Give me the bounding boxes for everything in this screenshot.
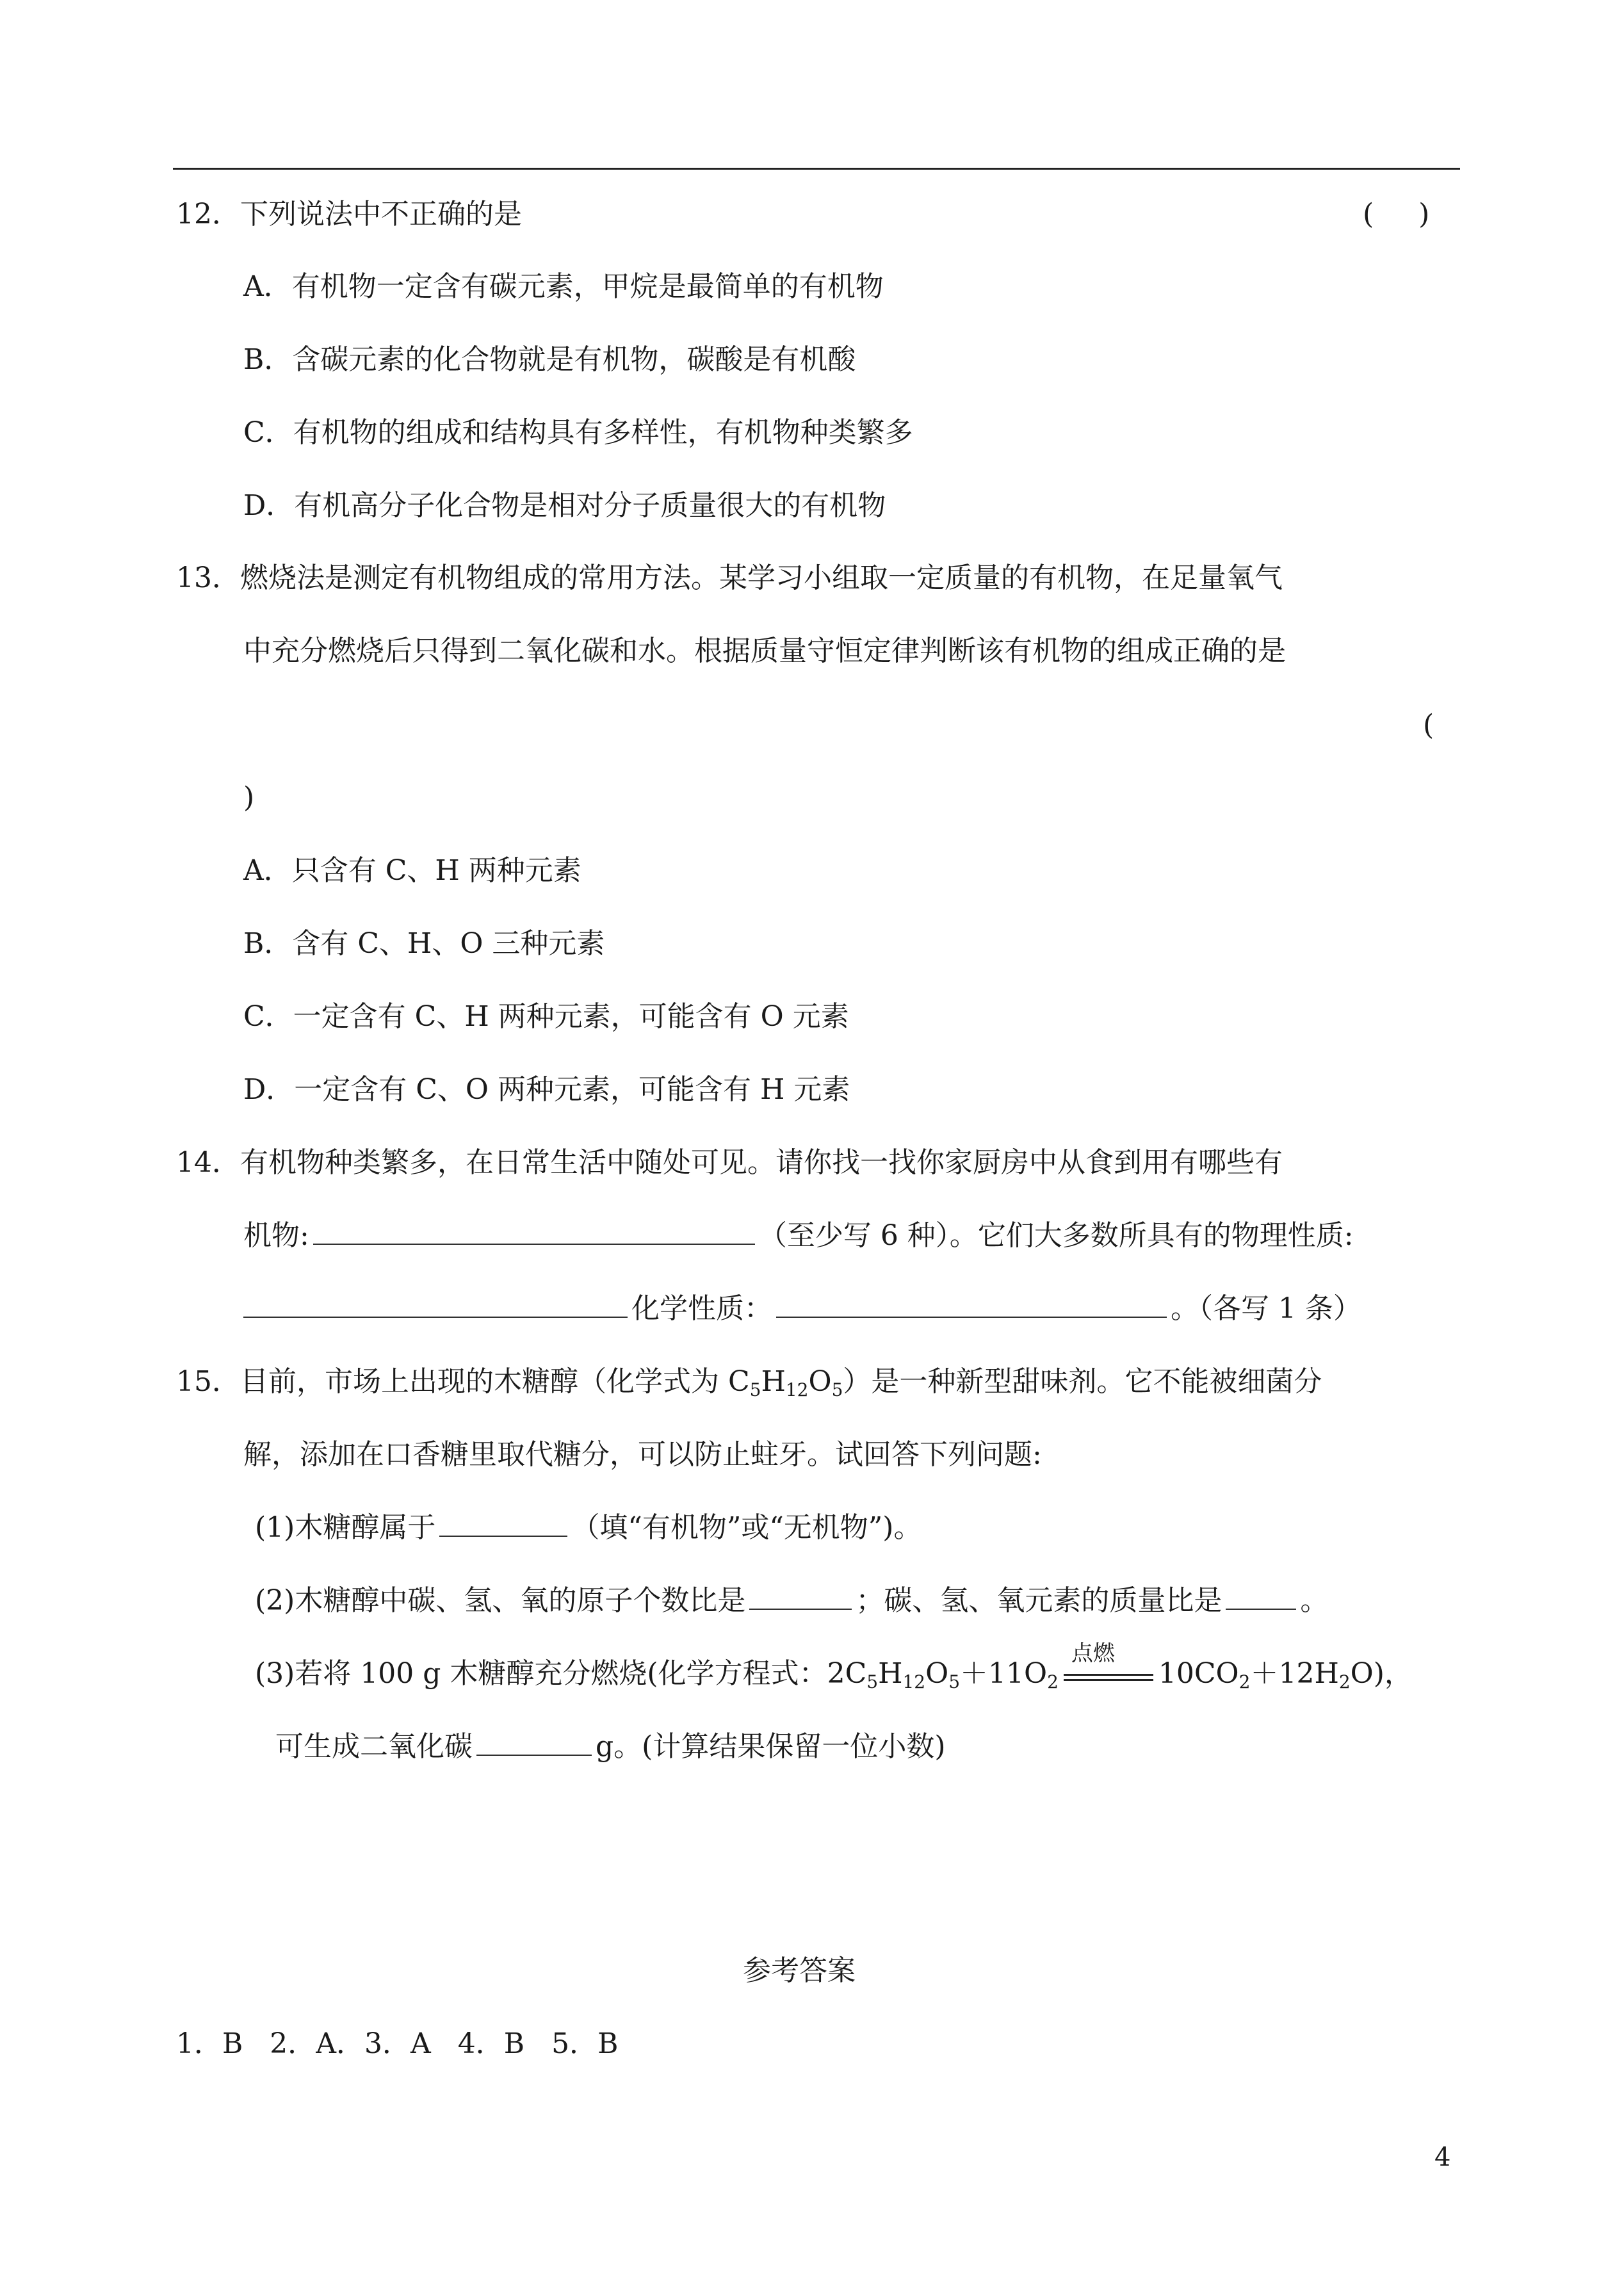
q12-option-c: C．有机物的组成和结构具有多样性，有机物种类繁多 (243, 416, 913, 449)
subscript: 5 (866, 1671, 879, 1692)
q15-text-h: H (878, 1657, 903, 1690)
q15-part3-text: (3)若将 100 g 木糖醇充分燃烧(化学方程式：2C (255, 1657, 867, 1690)
q13-paren-open: ( (1423, 709, 1434, 742)
q13-stem-line2: 中充分燃烧后只得到二氧化碳和水。根据质量守恒定律判断该有机物的组成正确的是 (243, 635, 1286, 667)
q15-text-h: H (761, 1365, 786, 1398)
q15-text-water: ＋12H (1250, 1657, 1339, 1690)
subscript: 2 (1238, 1671, 1251, 1692)
subscript: 2 (1338, 1671, 1351, 1692)
q15-part2 (255, 1582, 1328, 1620)
q15-text-o: O (808, 1365, 832, 1398)
q15-blank-mass-ratio[interactable] (1226, 1583, 1296, 1610)
q15-text-equation-end: O)， (1350, 1657, 1413, 1690)
q15-part3 (255, 1641, 1413, 1693)
q13-stem-line1: 13．燃烧法是测定有机物组成的常用方法。某学习小组取一定质量的有机物，在足量氧气 (176, 562, 1283, 594)
subscript: 2 (1047, 1671, 1059, 1692)
q12-option-b: B．含碳元素的化合物就是有机物，碳酸是有机酸 (243, 343, 856, 376)
q14-label-chemical: 化学性质： (631, 1292, 772, 1325)
q15-text-o: O (925, 1657, 949, 1690)
answers-line: 1．B 2．A．3．A 4．B 5．B (176, 2027, 619, 2060)
q15-part1-text: (1)木糖醇属于 (255, 1511, 436, 1544)
q15-text-co2: 10CO (1158, 1657, 1239, 1690)
q13-option-c: C．一定含有 C、H 两种元素，可能含有 O 元素 (243, 1000, 849, 1033)
subscript: 12 (785, 1379, 809, 1400)
q15-stem-line2: 解，添加在口香糖里取代糖分，可以防止蛀牙。试回答下列问题: (243, 1438, 1042, 1471)
q13-option-d: D．一定含有 C、O 两种元素，可能含有 H 元素 (243, 1073, 850, 1106)
q14-stem-line3 (243, 1290, 1361, 1328)
q14-blank-chemical[interactable] (776, 1291, 1167, 1318)
q15-part3-line2 (275, 1728, 946, 1766)
q15-text-formula-intro: 15．目前，市场上出现的木糖醇（化学式为 C (176, 1365, 750, 1398)
answers-title: 参考答案 (743, 1954, 856, 1987)
reaction-condition-arrow (1064, 1641, 1153, 1687)
subscript: 5 (948, 1671, 961, 1692)
subscript: 5 (831, 1379, 843, 1400)
page-number: 4 (1434, 2143, 1451, 2172)
q13-paren-close: ) (243, 781, 255, 814)
q14-stem-line2 (243, 1217, 1354, 1255)
q15-part1-hint: （填“有机物”或“无机物”)。 (571, 1511, 922, 1544)
q12-stem: 12．下列说法中不正确的是 (176, 198, 522, 231)
q12-option-a: A．有机物一定含有碳元素，甲烷是最简单的有机物 (243, 270, 884, 303)
subscript: 12 (902, 1671, 926, 1692)
q12-option-d: D．有机高分子化合物是相对分子质量很大的有机物 (243, 489, 886, 522)
reaction-condition-label: 点燃 (1071, 1641, 1115, 1666)
q15-blank-type[interactable] (439, 1510, 567, 1537)
q12-answer-paren: ( ) (1363, 198, 1430, 231)
q13-option-b: B．含有 C、H、O 三种元素 (243, 927, 605, 960)
q15-stem-line1 (176, 1363, 1322, 1401)
q15-blank-co2-mass[interactable] (476, 1729, 592, 1756)
q15-part3-unit: g。(计算结果保留一位小数) (596, 1730, 946, 1763)
q15-part2-period: 。 (1300, 1584, 1329, 1617)
q15-part1 (255, 1509, 922, 1547)
q14-blank-organics[interactable] (313, 1218, 755, 1245)
q15-blank-atom-ratio[interactable] (749, 1583, 852, 1610)
q14-blank-physical[interactable] (243, 1291, 628, 1318)
q13-option-a: A．只含有 C、H 两种元素 (243, 854, 581, 887)
subscript: 5 (749, 1379, 761, 1400)
q15-part2-mass-text: ；碳、氢、氧元素的质量比是 (856, 1584, 1222, 1617)
q15-text-oxygen: ＋11O (960, 1657, 1048, 1690)
q15-text-sweetener: ）是一种新型甜味剂。它不能被细菌分 (843, 1365, 1322, 1398)
q15-part3-co2-text: 可生成二氧化碳 (275, 1730, 473, 1763)
q14-label-organics: 机物: (243, 1219, 309, 1252)
q14-stem-line1: 14．有机物种类繁多，在日常生活中随处可见。请你找一找你家厨房中从食到用有哪些有 (176, 1146, 1283, 1179)
header-rule (173, 168, 1460, 170)
q15-part2-text: (2)木糖醇中碳、氢、氧的原子个数比是 (255, 1584, 746, 1617)
q14-tail: 。（各写 1 条） (1171, 1292, 1361, 1325)
q14-text-physical: （至少写 6 种）。它们大多数所具有的物理性质: (758, 1219, 1354, 1252)
